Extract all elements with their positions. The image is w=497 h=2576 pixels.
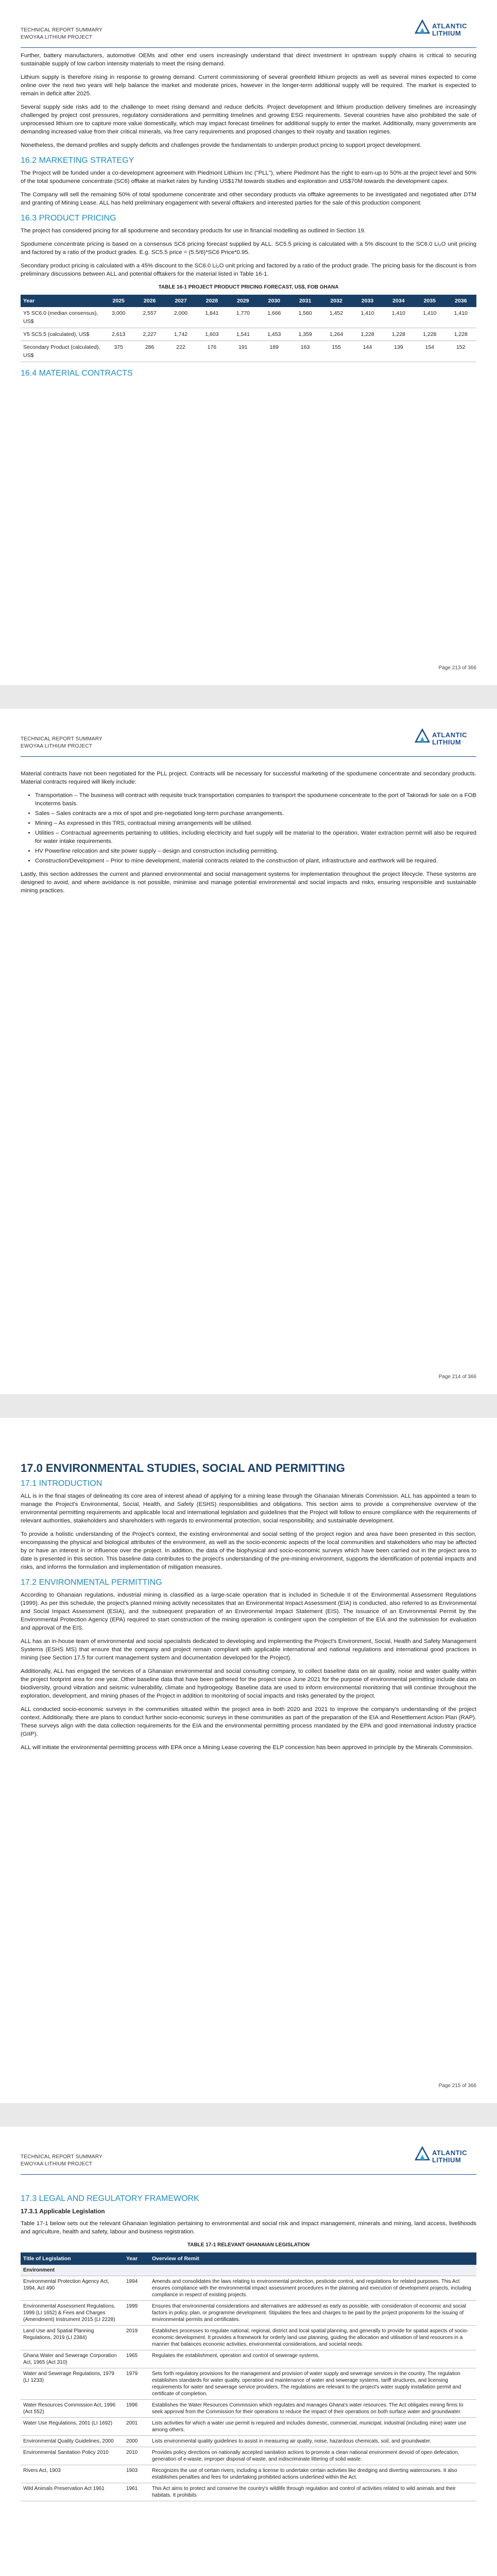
- table-header-cell: Title of Legislation: [21, 2252, 124, 2265]
- table-header-cell: 2027: [165, 295, 196, 307]
- paragraph: Nonetheless, the demand profiles and supply deficits and challenges provide the fundamentals to underpin product pricing to support project development.: [21, 142, 422, 148]
- price-table: [21, 295, 476, 362]
- paragraph: ALL has an in-house team of environmental and social specialists dedicated to developing and implementing the Project's Environment, Social, Health and Safety Management Systems (ESHS MS) that ensure that the company and project remain compliant with applicable international and national regulations and international good practices in mining (see Section 17.5 for current management system and documentation developed for the Project).: [21, 1638, 476, 1661]
- table-cell: 1965: [124, 2350, 149, 2368]
- paragraph: Further, battery manufacturers, automotive OEMs and other end users increasingly understand that direct investment in upstream supply chains is critical to securing sustainable supply of low carbon intensity materials to meet the rising demand.: [21, 53, 476, 67]
- paragraph: To provide a holistic understanding of the Project's context, the existing environmental and social setting of the project region and area have been presented in this section, encompassing the physical and biological attributes of the environment, as well as the socio-economic aspects of the local communities and stakeholders who may be affected by or have an interest in or influence over the project. In addition, the data of the biophysical and socio-economic surveys which have been carried out in the project area to date is presented in this section. This baseline data contributes to the project's understanding of the pre-mining environment, supports the identification of potential impacts and risks, and informs the formulation and implementation of mitigation measures.: [21, 1531, 476, 1570]
- list-item: • HV Powerline relocation and site power supply – design and construction including permitting.: [35, 847, 476, 855]
- header-line-1: TECHNICAL REPORT SUMMARY: [21, 736, 102, 742]
- paragraph: According to Ghanaian regulations, industrial mining is classified as a large-scale operation that is included in Schedule II of the Environmental Assessment Regulations (1999). As per this schedule, the project's planned mining activity necessitates that an Environmental Impact Assessment (EIA) is conducted, also referred to as Environmental and Social Impact Assessment (ESIA), and the subsequent preparation of an Environmental Impact Statement (EIS). The issuance of an Environmental Permit by the Environmental Protection Agency (EPA) required to start construction of the mining operation is contingent upon the completion of the EIA and the submission for evaluation and approval of the EIS.: [21, 1592, 476, 1631]
- table-cell: Secondary Product (calculated), US$: [21, 341, 103, 362]
- table-caption: TABLE 17-1 RELEVANT GHANAIAN LEGISLATION: [187, 2242, 310, 2248]
- header-rule: [21, 47, 476, 48]
- table-cell: 2,227: [134, 328, 165, 341]
- table-cell: 286: [134, 341, 165, 362]
- table-cell: This Act aims to protect and conserve the country's wildlife through regulation and control of activities related to wild animals and their habitats. It prohibits: [149, 2483, 476, 2501]
- table-row: [21, 2301, 476, 2326]
- paragraph: The Company will sell the remaining 50% of total spodumene concentrate and other secondary products via offtake agreements to be investigated and negotiated after DTM and granting of Mining Lease. ALL has held preliminary engagement with several offtakers and interested parties for the sale of this production component.: [21, 192, 476, 206]
- table-header-cell: 2030: [259, 295, 289, 307]
- paragraph: The project has considered pricing for all spodumene and secondary products for use in financial modelling as outlined in Section 19.: [21, 228, 366, 234]
- table-header-cell: 2026: [134, 295, 165, 307]
- table-cell: 1999: [124, 2301, 149, 2326]
- list-item: • Utilities – Contractual agreements pertaining to utilities, including electricity and fuel supply will be material to the operation. Water extraction permit will also be required for water intake requirements.: [35, 829, 476, 845]
- list-item: • Construction/Development – Prior to mine development, material contracts related to the construction of plant, infrastructure and earthwork will be required.: [35, 857, 476, 865]
- table-cell: Amends and consolidates the laws relating to environmental protection, pesticide control, and regulations for related purposes. This Act ensures compliance with the environmental impact assessment procedures in the planning and execution of development projects, including compliance in respect of existing projects.: [149, 2276, 476, 2301]
- header-line-2: EWOYAA LITHIUM PROJECT: [21, 35, 93, 40]
- table-cell: 1,410: [445, 307, 476, 328]
- page-content: [21, 1464, 476, 1757]
- logo-line-1: ATLANTIC: [432, 2149, 468, 2157]
- paragraph: Lastly, this section addresses the current and planned environmental and social management systems for implementation throughout the project lifecycle. These systems are designed to avoid, and where avoidance is not possible, minimise and manage potential environmental and social impacts and risks, ensuring responsible and sustainable mining practices.: [21, 871, 476, 894]
- table-cell: Ensures that environmental considerations and alternatives are addressed as early as possible, with consideration of economic and social factors in policy, plan, or programme development. Stipulates the fees and charges to be paid by the project proponents for the issuing of environmental permits and certificates.: [149, 2301, 476, 2326]
- table-cell: Environmental Quality Guidelines, 2000: [21, 2436, 124, 2447]
- table-cell: 163: [289, 341, 320, 362]
- table-section-row: [21, 2265, 476, 2276]
- page-content: [21, 770, 476, 900]
- table-row: [21, 2350, 476, 2368]
- paragraph: Material contracts have not been negotiated for the PLL project. Contracts will be necessary for successful marketing of the spodumene concentrate and secondary products. Material contracts required will likely include:: [21, 771, 476, 785]
- section-heading: 17.2 ENVIRONMENTAL PERMITTING: [21, 1578, 162, 1587]
- table-cell: Sets forth regulatory provisions for the management and provision of water supply and sewerage services in the country. The regulation establishes standards for water quality, operation and maintenance of water and sewerage systems, tariff structures, and licensing requirements for water and sewerage service providers. The regulations are relevant to the project's water supply installation permit and certificate of completion.: [149, 2368, 476, 2400]
- paragraph: The Project will be funded under a co-development agreement with Piedmont Lithium Inc ("PLL"), where Piedmont has the right to earn-up to 50% at the project level and 50% of the total spodumene concentrate (SC6) offtake at market rates by funding US$17M towards studies and exploration and US$70M towards the development capex.: [21, 170, 476, 184]
- table-cell: 1,452: [321, 307, 352, 328]
- page-footer: Page 213 of 366: [438, 665, 476, 671]
- subsection-heading: 17.3.1 Applicable Legislation: [21, 2208, 105, 2215]
- paragraph: Table 17-1 below sets out the relevant Ghanaian legislation pertaining to environmental and social risk and impact management, minerals and mining, land access, livelihoods and agriculture, health and safety, labour and business registration.: [21, 2221, 476, 2235]
- table-cell: 1,410: [414, 307, 445, 328]
- table-cell: 1,264: [321, 328, 352, 341]
- atlantic-lithium-logo: [415, 2146, 476, 2167]
- table-row: [21, 2447, 476, 2465]
- contract-list: [21, 791, 476, 865]
- header-line-2: EWOYAA LITHIUM PROJECT: [21, 743, 93, 749]
- page-216: [0, 2127, 497, 2576]
- logo-line-2: LITHIUM: [432, 738, 461, 746]
- table-cell: 1,666: [259, 307, 289, 328]
- table-cell: 1961: [124, 2483, 149, 2501]
- table-cell: 375: [103, 341, 134, 362]
- table-cell: 1,228: [383, 328, 414, 341]
- page-214: [0, 709, 497, 1394]
- page-213: [0, 0, 497, 685]
- section-heading: 16.3 PRODUCT PRICING: [21, 214, 116, 223]
- table-cell: 155: [321, 341, 352, 362]
- table-cell: 3,000: [103, 307, 134, 328]
- table-cell: 2,000: [165, 307, 196, 328]
- table-cell: Environmental Assessment Regulations, 1999 (LI 1652) & Fees and Charges (Amendment) Instrument 2015 (LI 2228): [21, 2301, 124, 2326]
- table-cell: 191: [228, 341, 259, 362]
- table-cell: 176: [196, 341, 227, 362]
- table-header-cell: Overview of Remit: [149, 2252, 476, 2265]
- table-cell: 1996: [124, 2400, 149, 2418]
- table-cell: Ghana Water and Sewerage Corporation Act, 1965 (Act 310): [21, 2350, 124, 2368]
- table-cell: 2,557: [134, 307, 165, 328]
- table-cell: Provides policy directions on nationally accepted sanitation actions to promote a clean national environment devoid of open defecation, generation of e-waste, improper disposal of waste, and indiscriminate littering of solid waste.: [149, 2447, 476, 2465]
- table-row: [21, 341, 476, 362]
- paragraph: ALL is in the final stages of delineating its core area of interest ahead of applying for a mining lease through the Ghanaian Minerals Commission. ALL has appointed a team to manage the Project's Environmental, Social, Health, and Safety (ESHS) responsibilities and obligations. This section aims to provide a comprehensive overview of the environmental permitting requirements and applicable local and international legislation and guidelines that the Project will follow to ensure compliance with the requirements of relevant authorities, stakeholders and shareholders with regards to environmental protection, social responsibility, and sustainable development.: [21, 1493, 476, 1524]
- table-row: [21, 2418, 476, 2436]
- table-cell: Recognizes the use of certain rivers, including a license to undertake certain activities like dredging and diverting watercourses. It also establishes penalties and fees for undertaking prohibited actions underlined within the Act.: [149, 2465, 476, 2483]
- paragraph: Several supply side risks add to the challenge to meet rising demand and reduce deficits. Project development and lithium production delivery timelines are increasingly challenged by project cost pressures, regulatory considerations and permitting timelines and growing ESG requirements. Several countries have also prohibited the sale of unprocessed lithium ore to capture more value domestically, which may impact forecast timelines for additional supply to enter the market. Additionally, many governments are demanding increased value from their critical minerals, via free carry requirements and proposed changes to their royalty and taxation regimes.: [21, 104, 476, 135]
- table-header-cell: 2029: [228, 295, 259, 307]
- list-item: • Sales – Sales contracts are a mix of spot and pre-negotiated long-term purchase arrangements.: [35, 809, 476, 818]
- page-header: [21, 27, 102, 41]
- table-cell: Wild Animals Preservation Act 1961: [21, 2483, 124, 2501]
- table-cell: 1,742: [165, 328, 196, 341]
- section-heading: 16.4 MATERIAL CONTRACTS: [21, 369, 133, 378]
- table-cell: 2001: [124, 2418, 149, 2436]
- paragraph: Lithium supply is therefore rising in response to growing demand. Current commissioning of several greenfield lithium projects as well as several mines expected to come online over the next two years will help balance the market and moderate prices, however in the longer-term additional supply will be required. The market is expected to remain in deficit after 2025.: [21, 74, 476, 97]
- page-footer: Page 215 of 366: [438, 2083, 476, 2089]
- logo-mark-icon: [415, 728, 430, 744]
- atlantic-lithium-logo: [415, 20, 476, 40]
- table-cell: 189: [259, 341, 289, 362]
- table-header-cell: 2032: [321, 295, 352, 307]
- table-cell: 139: [383, 341, 414, 362]
- table-header-cell: 2035: [414, 295, 445, 307]
- logo-mark-icon: [415, 2146, 430, 2162]
- table-header-cell: Year: [124, 2252, 149, 2265]
- section-heading: 16.2 MARKETING STRATEGY: [21, 156, 134, 165]
- table-row: [21, 2483, 476, 2501]
- table-header-cell: Year: [21, 295, 103, 307]
- table-row: [21, 2465, 476, 2483]
- table-cell: 1903: [124, 2465, 149, 2483]
- table-cell: 1,228: [414, 328, 445, 341]
- paragraph: ALL conducted socio-economic surveys in the communities situated within the project area in both 2020 and 2021 to improve the company's understanding of the project context. Additionally, there are plans to conduct further socio-economic surveys in these communities as part of the preparation of the EIA and Resettlement Action Plan (RAP). These surveys align with the data collection requirements for the EIA and the environmental permitting process mandated by the EPA and good international industry practice (GIIP).: [21, 1706, 476, 1737]
- table-cell: 152: [445, 341, 476, 362]
- table-header-cell: 2028: [196, 295, 227, 307]
- logo-line-1: ATLANTIC: [432, 731, 468, 739]
- table-cell: Establishes the Water Resources Commission which regulates and manages Ghana's water resources. The Act obligates mining firms to seek approval from the Commission for their operations to reduce the impact of their operations on both surface water and groundwater.: [149, 2400, 476, 2418]
- table-header-cell: 2034: [383, 295, 414, 307]
- table-cell: Land Use and Spatial Planning Regulations, 2019 (LI 2384): [21, 2326, 124, 2350]
- table-row: [21, 2276, 476, 2301]
- paragraph: Additionally, ALL has engaged the services of a Ghanaian environmental and social consulting company, to collect baseline data on air quality, noise and water quality within the project footprint area for one year. Other baseline data that have been gathered for the project since June 2021 for the purpose of environmental permitting include data on biodiversity, ground vibration and seismic vulnerability, climate and hydrogeology. Baseline data are used to inform environmental monitoring that will continue throughout the exploration, development, and mining phases of the Project in addition to monitoring of social impacts and risks generated by the project.: [21, 1668, 476, 1699]
- table-cell: 2000: [124, 2436, 149, 2447]
- header-line-2: EWOYAA LITHIUM PROJECT: [21, 2161, 93, 2167]
- header-line-1: TECHNICAL REPORT SUMMARY: [21, 2154, 102, 2160]
- logo-line-2: LITHIUM: [432, 29, 461, 37]
- table-cell: Rivers Act, 1903: [21, 2465, 124, 2483]
- table-cell: Y5 SC6.0 (median consensus), US$: [21, 307, 103, 328]
- table-cell: 1,560: [289, 307, 320, 328]
- atlantic-lithium-logo: [415, 728, 476, 749]
- table-cell: 2019: [124, 2326, 149, 2350]
- list-item: • Transportation – The business will contract with requisite truck transportation companies to transport the spodumene concentrate to the port of Takoradi for sale on a FOB Incoterms basis.: [35, 791, 476, 808]
- table-row: [21, 328, 476, 341]
- logo-mark-icon: [415, 20, 430, 35]
- page-content: [21, 2188, 476, 2501]
- table-cell: 1,770: [228, 307, 259, 328]
- table-cell: 2010: [124, 2447, 149, 2465]
- table-caption: TABLE 16-1 PROJECT PRODUCT PRICING FORECAST, US$, FOB GHANA: [158, 284, 339, 290]
- page-footer: Page 214 of 366: [438, 1374, 476, 1380]
- table-cell: Water and Sewerage Regulations, 1979 (LI 1233): [21, 2368, 124, 2400]
- section-heading: 17.3 LEGAL AND REGULATORY FRAMEWORK: [21, 2194, 199, 2203]
- logo-line-1: ATLANTIC: [432, 22, 468, 30]
- table-header-cell: 2025: [103, 295, 134, 307]
- page-header: [21, 2154, 102, 2168]
- table-row: [21, 307, 476, 328]
- paragraph: Spodumene concentrate pricing is based on a consensus SC6 pricing forecast supplied by ALL. SC5.5 pricing is calculated with a 5% discount to the SC6.0 Li₂O unit pricing and factored by a ratio of the product grades. E.g. SC5.5 price = (5.5/6)*SC6 Price*0.95.: [21, 241, 476, 256]
- list-item: • Mining – As expressed in this TRS, contractual mining arrangements will be utilised.: [35, 819, 476, 827]
- table-cell: 1,541: [228, 328, 259, 341]
- table-cell: 1,841: [196, 307, 227, 328]
- table-header-cell: 2033: [352, 295, 383, 307]
- page-header: [21, 736, 102, 750]
- table-cell: 1994: [124, 2276, 149, 2301]
- table-cell: Lists activities for which a water use permit is required and includes domestic, commercial, municipal, industrial (including mine) water use among others.: [149, 2418, 476, 2436]
- table-cell: 1,359: [289, 328, 320, 341]
- table-cell: 1,228: [445, 328, 476, 341]
- table-cell: Water Use Regulations, 2001 (LI 1692): [21, 2418, 124, 2436]
- table-cell: 144: [352, 341, 383, 362]
- table-cell: 1,410: [352, 307, 383, 328]
- table-header-cell: 2036: [445, 295, 476, 307]
- table-cell: Environmental Sanitation Policy 2010: [21, 2447, 124, 2465]
- table-cell: Water Resources Commission Act, 1996 (Act 552): [21, 2400, 124, 2418]
- chapter-title: 17.0 ENVIRONMENTAL STUDIES, SOCIAL AND PERMITTING: [21, 1462, 345, 1475]
- header-line-1: TECHNICAL REPORT SUMMARY: [21, 27, 102, 33]
- logo-line-2: LITHIUM: [432, 2156, 461, 2164]
- page-215: [0, 1418, 497, 2103]
- table-cell: Lists environmental quality guidelines to assist in measuring air quality, noise, hazardous chemicals, soil, and groundwater.: [149, 2436, 476, 2447]
- table-cell: Regulates the establishment, operation and control of sewerage systems.: [149, 2350, 476, 2368]
- legislation-table: [21, 2252, 476, 2501]
- table-cell: 1,228: [352, 328, 383, 341]
- table-row: [21, 2436, 476, 2447]
- table-row: [21, 2326, 476, 2350]
- table-cell: Environmental Protection Agency Act, 1994, Act 490: [21, 2276, 124, 2301]
- table-section-label: Environment: [21, 2265, 476, 2276]
- table-cell: 2,613: [103, 328, 134, 341]
- page-content: [21, 52, 476, 382]
- table-row: [21, 2368, 476, 2400]
- table-cell: Y5 SC5.5 (calculated), US$: [21, 328, 103, 341]
- header-rule: [21, 756, 476, 757]
- header-rule: [21, 2174, 476, 2175]
- table-header-cell: 2031: [289, 295, 320, 307]
- table-cell: 1,410: [383, 307, 414, 328]
- paragraph: ALL will initiate the environmental permitting process with EPA once a Mining Lease covering the ELP concession has been approved in principle by the Minerals Commission.: [21, 1744, 473, 1751]
- table-cell: 1979: [124, 2368, 149, 2400]
- paragraph: Secondary product pricing is calculated with a 45% discount to the SC6.0 Li₂O unit pricing and factored by a ratio of the product grade. The pricing basis for the discount is from preliminary discussions between ALL and potential offtakers for the material listed in Table 16-1.: [21, 263, 476, 277]
- table-cell: 1,453: [259, 328, 289, 341]
- table-cell: 154: [414, 341, 445, 362]
- table-cell: 1,603: [196, 328, 227, 341]
- section-heading: 17.1 INTRODUCTION: [21, 1479, 102, 1488]
- table-cell: Establishes processes to regulate national, regional, district and local spatial planning, and generally to provide for spatial aspects of socio-economic development. It provides a framework for orderly land use planning, guiding the allocation and utilisation of land resources in a manner that balances economic activities, environmental considerations, and societal needs.: [149, 2326, 476, 2350]
- table-cell: 222: [165, 341, 196, 362]
- table-row: [21, 2400, 476, 2418]
